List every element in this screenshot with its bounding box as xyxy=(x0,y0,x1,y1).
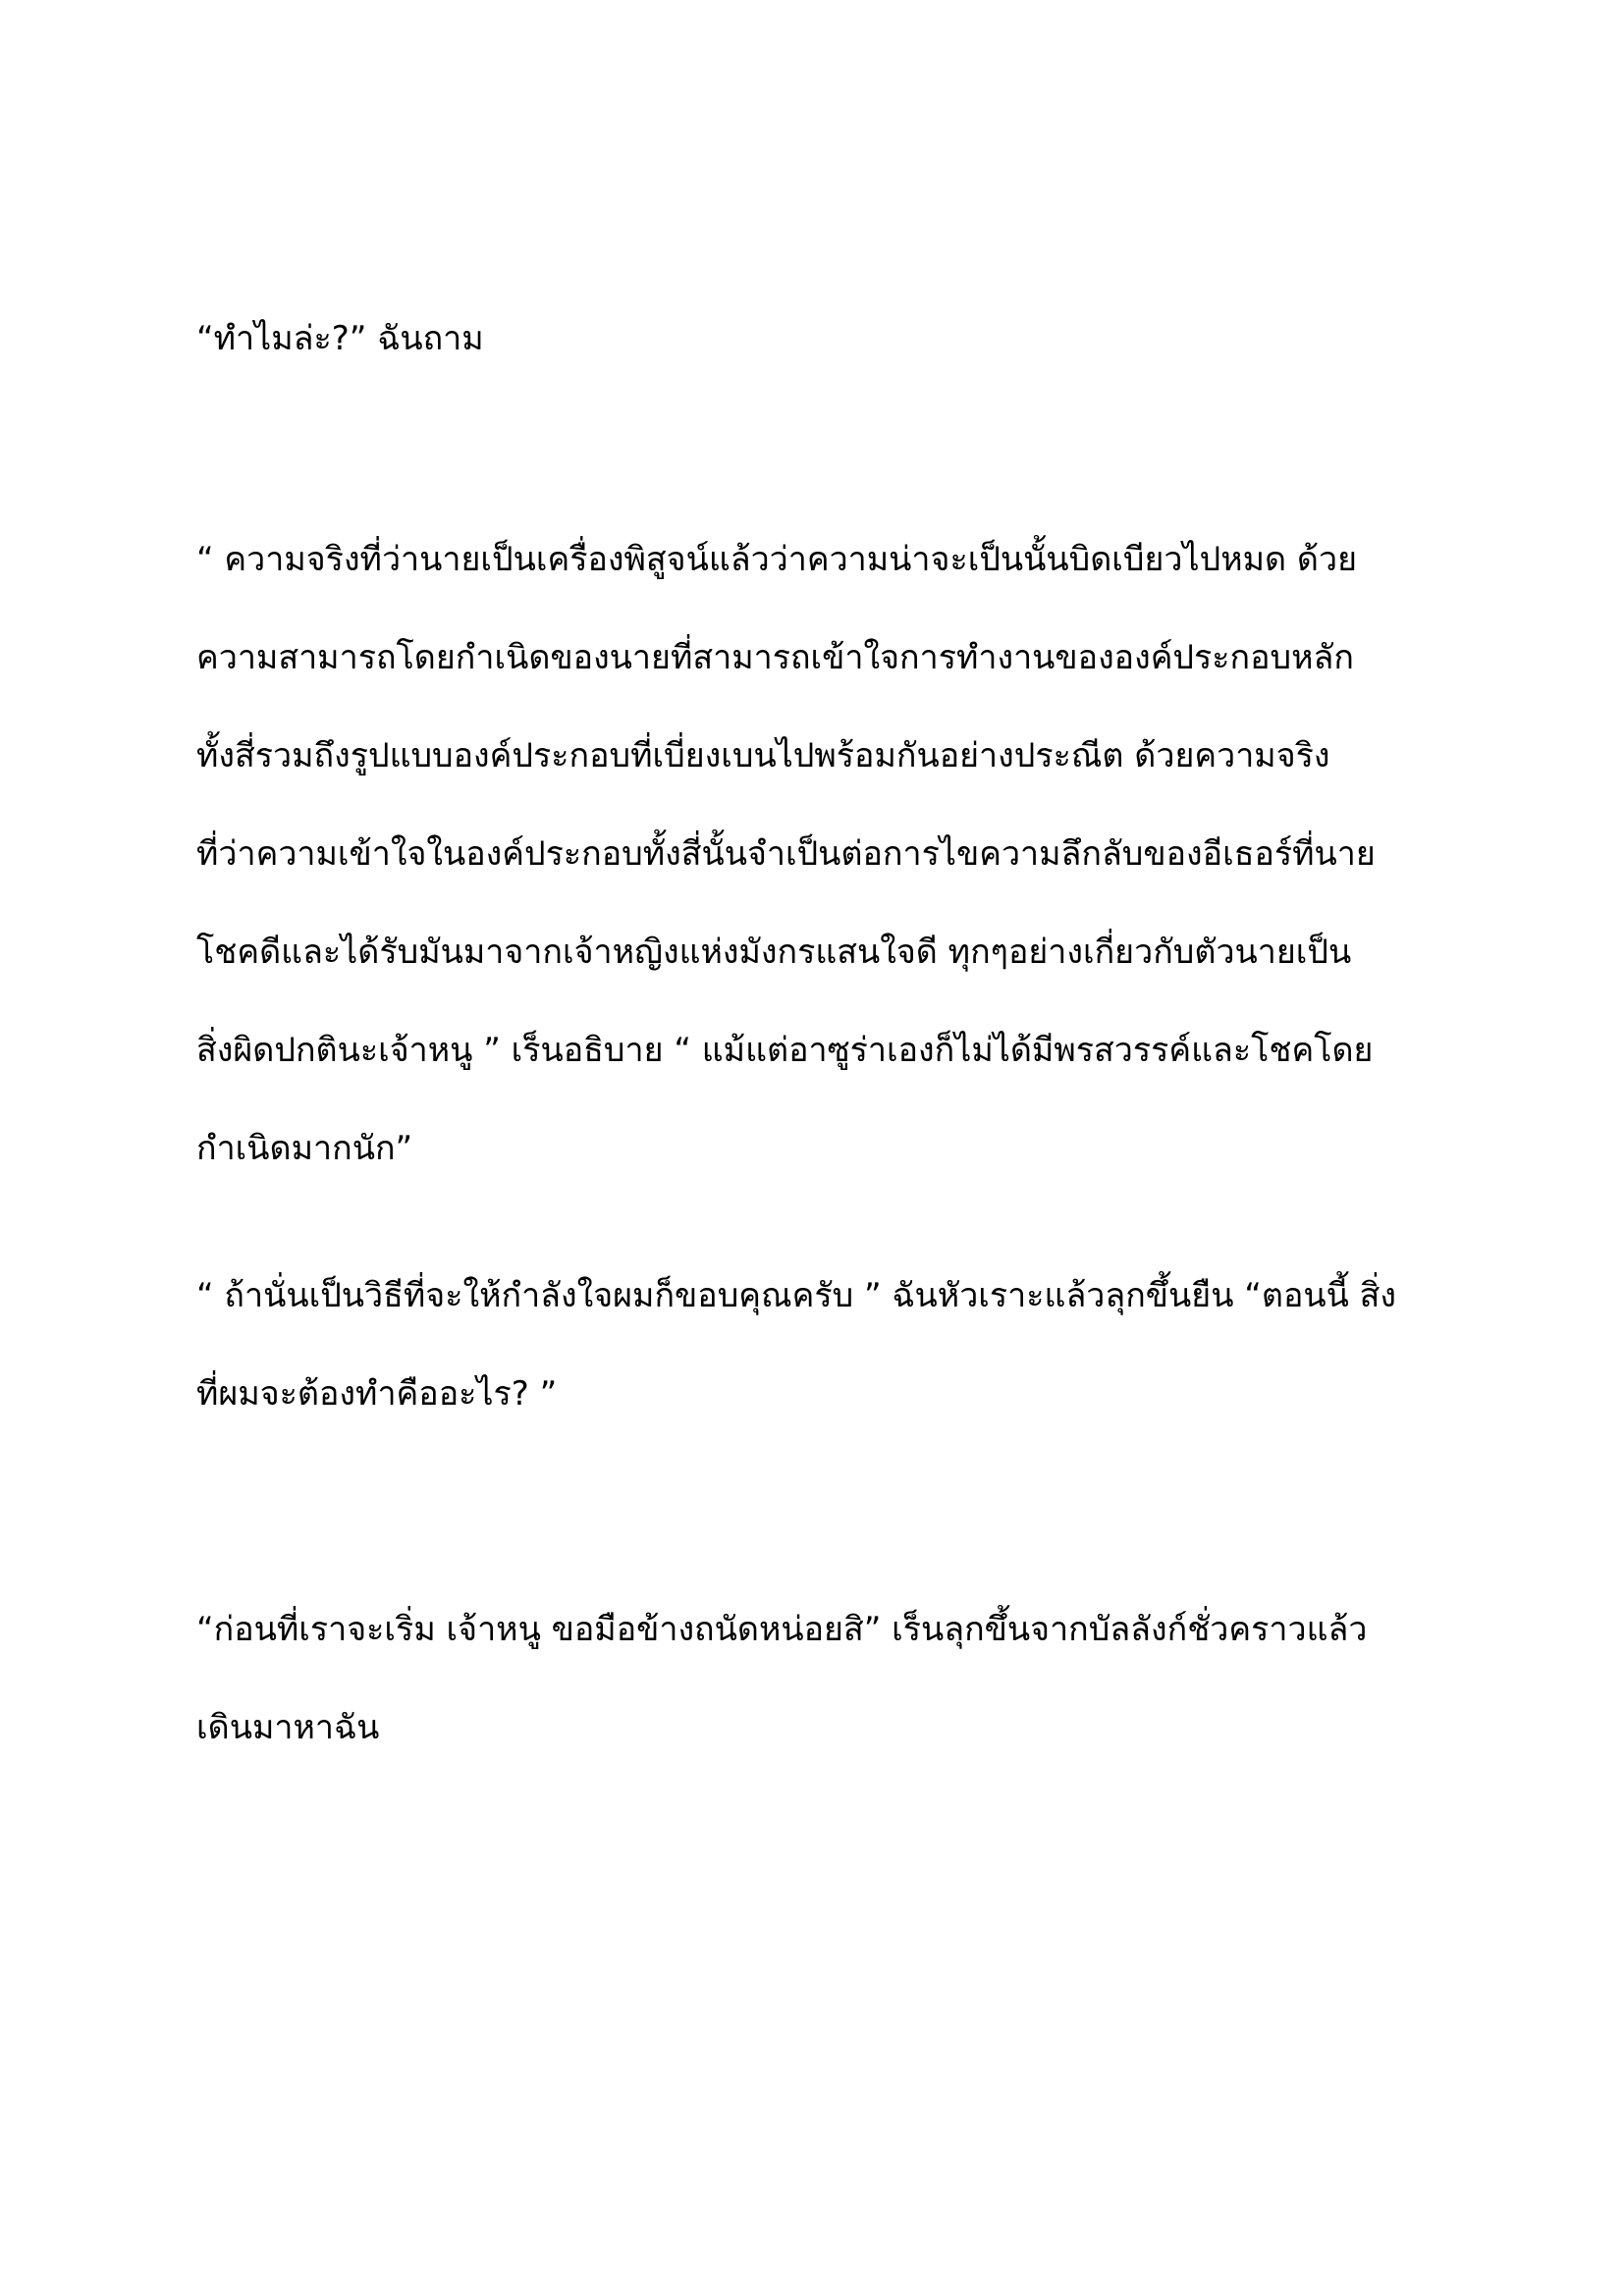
text-line: “ ความจริงที่ว่านายเป็นเครื่องพิสูจน์แล้วว่าความน่าจะเป็นนั้นบิดเบียวไปหมด ด้วย xyxy=(196,540,1357,579)
text-line: โชคดีและได้รับมันมาจากเจ้าหญิงแห่งมังกรแสนใจดี ทุกๆอย่างเกี่ยวกับตัวนายเป็น xyxy=(196,933,1352,972)
paragraph-explanation xyxy=(196,510,1443,1198)
text-line: ความสามารถโดยกำเนิดของนายที่สามารถเข้าใจการทำงานขององค์ประกอบหลัก xyxy=(196,638,1354,677)
paragraph-request xyxy=(196,1580,1443,1777)
paragraph-reply xyxy=(196,1247,1443,1443)
text-line: สิ่งผิดปกตินะเจ้าหนู ” เร็นอธิบาย “ แม้แต่อาซูร่าเองก็ไม่ได้มีพรสวรรค์และโชคโดย xyxy=(196,1031,1374,1070)
paragraph-question xyxy=(196,290,1443,388)
text-line: ที่ว่าความเข้าใจในองค์ประกอบทั้งสี่นั้นจำเป็นต่อการไขความลึกลับของอีเธอร์ที่นาย xyxy=(196,834,1376,874)
text-line: “ก่อนที่เราจะเริ่ม เจ้าหนู ขอมือข้างถนัดหน่อยสิ” เร็นลุกขึ้นจากบัลลังก์ชั่วคราวแล้ว xyxy=(196,1610,1368,1649)
text-line: เดินมาหาฉัน xyxy=(196,1708,380,1747)
text-line: “ ถ้านั่นเป็นวิธีที่จะให้กำลังใจผมก็ขอบคุณครับ ” ฉันหัวเราะแล้วลุกขึ้นยืน “ตอนนี้ สิ่ง xyxy=(196,1276,1397,1315)
text-line: กำเนิดมากนัก” xyxy=(196,1129,413,1168)
text-line: ที่ผมจะต้องทำคืออะไร? ” xyxy=(196,1374,558,1414)
text-line: “ทำไมล่ะ?” ฉันถาม xyxy=(196,319,484,358)
text-line: ทั้งสี่รวมถึงรูปแบบองค์ประกอบที่เบี่ยงเบนไปพร้อมกันอย่างประณีต ด้วยความจริง xyxy=(196,736,1330,775)
